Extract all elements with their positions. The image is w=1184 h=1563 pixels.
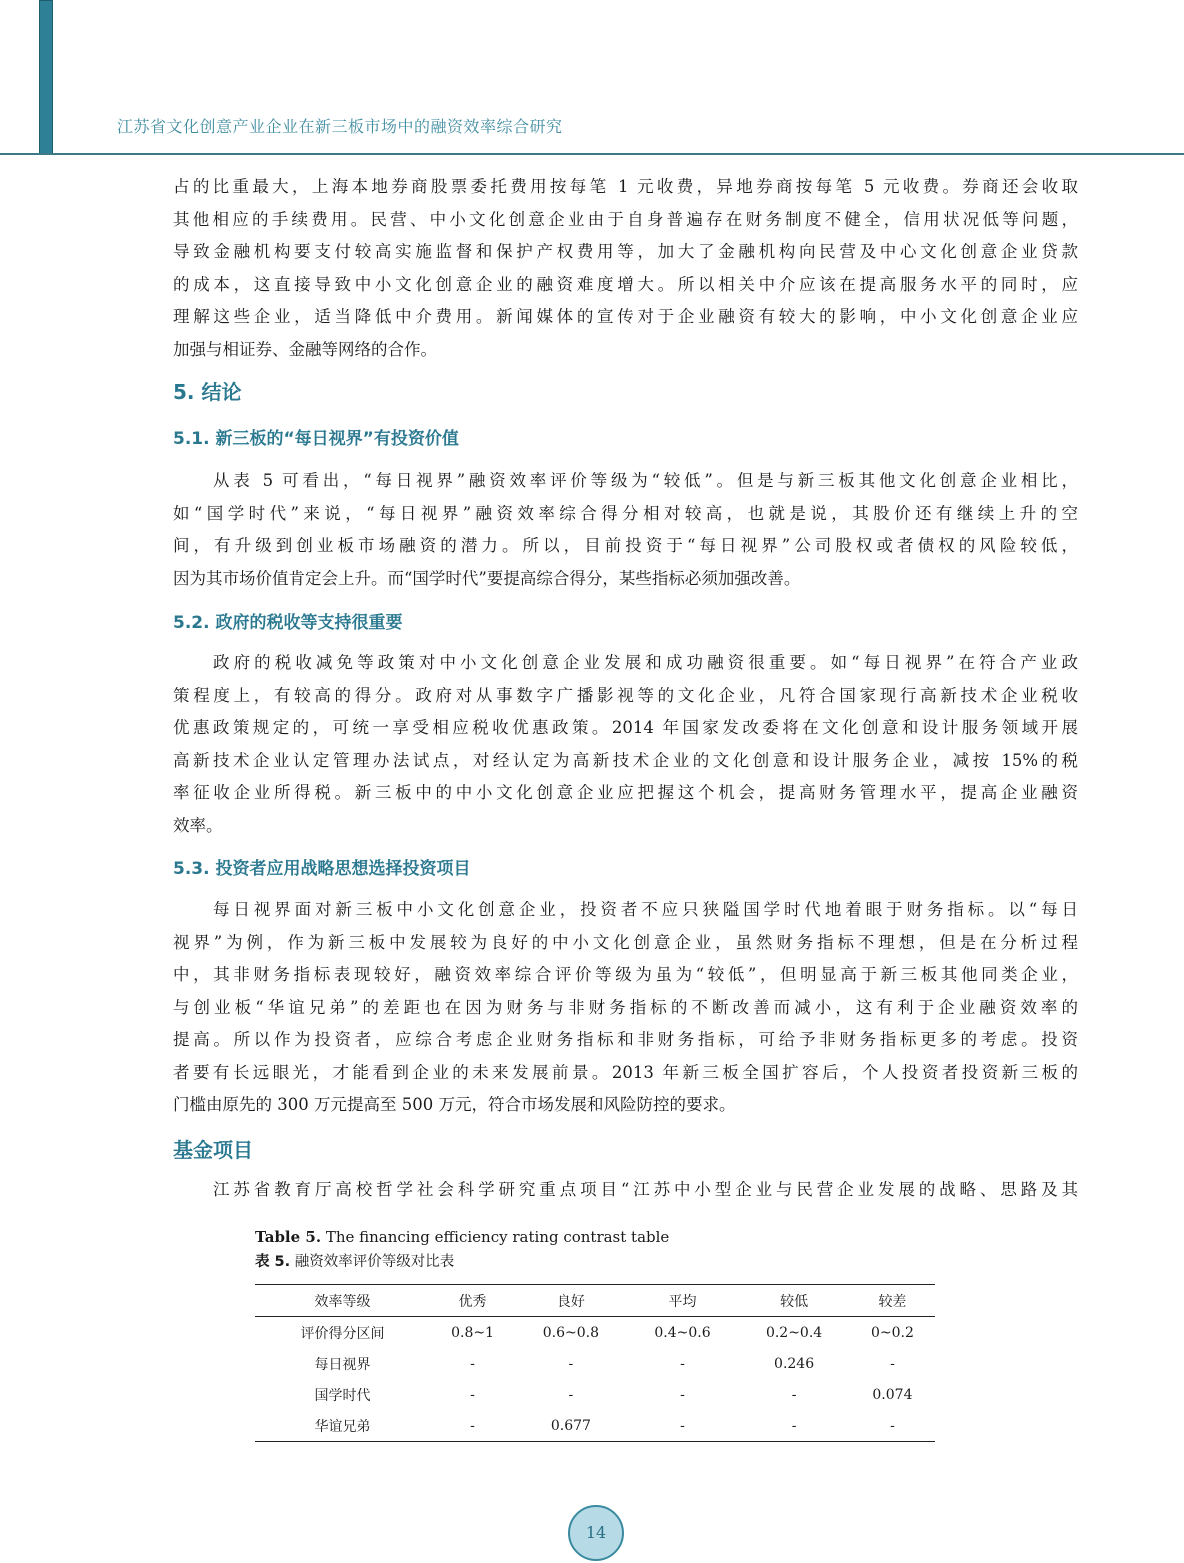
text-line: 江苏省教育厅高校哲学社会科学研究重点项目“江苏中小型企业与民营企业发展的战略、思路及其 bbox=[213, 1180, 1078, 1199]
table-cell: - bbox=[680, 1417, 685, 1434]
intro-paragraph bbox=[173, 171, 1078, 366]
text-line: 从表 5 可看出，“每日视界”融资效率评价等级为“较低”。但是与新三板其他文化创意企业相比， bbox=[213, 471, 1078, 490]
text-line: 优惠政策规定的，可统一享受相应税收优惠政策。2014 年国家发改委将在文化创意和设计服务领域开展 bbox=[173, 718, 1078, 737]
text-line: 占的比重最大，上海本地券商股票委托费用按每笔 1 元收费，异地券商按每笔 5 元收费。券商还会收取 bbox=[173, 177, 1078, 196]
table-cell: - bbox=[791, 1417, 797, 1434]
running-title: 江苏省文化创意产业企业在新三板市场中的融资效率综合研究 bbox=[117, 117, 563, 136]
header-accent-bar bbox=[39, 0, 53, 154]
table-row bbox=[255, 1410, 935, 1442]
column-header: 效率等级 bbox=[314, 1293, 371, 1310]
text-line: 其他相应的手续费用。民营、中小文化创意企业由于自身普遍存在财务制度不健全，信用状况低等问题， bbox=[173, 209, 1078, 229]
table-caption-zh bbox=[255, 1250, 454, 1271]
table-row bbox=[255, 1348, 935, 1379]
rating-contrast-table bbox=[255, 1284, 935, 1442]
text-line: 率征收企业所得税。新三板中的中小文化创意企业应把握这个机会，提高财务管理水平，提高企业融资 bbox=[173, 783, 1078, 802]
text-line: 中，其非财务指标表现较好，融资效率综合评价等级为虽为“较低”，但明显高于新三板其他同类企业， bbox=[173, 965, 1078, 984]
paragraph-5-3 bbox=[173, 894, 1078, 1122]
text-line: 因为其市场价值肯定会上升。而“国学时代”要提高综合得分，某些指标必须加强改善。 bbox=[173, 568, 801, 588]
text-line: 每日视界面对新三板中小文化创意企业，投资者不应只狭隘国学时代地着眼于财务指标。以“每日 bbox=[213, 900, 1078, 919]
table-label-en: Table 5. bbox=[255, 1228, 322, 1246]
table-cell: 0~0.2 bbox=[870, 1324, 914, 1341]
text-line: 导致金融机构要支付较高实施监督和保护产权费用等，加大了金融机构向民营及中心文化创意企业贷款 bbox=[173, 242, 1078, 261]
text-line: 视界”为例，作为新三板中发展较为良好的中小文化创意企业，虽然财务指标不理想，但是在分析过程 bbox=[173, 932, 1078, 952]
text-line: 高新技术企业认定管理办法试点，对经认定为高新技术企业的文化创意和设计服务企业，减按 15%的税 bbox=[173, 750, 1078, 770]
funding-heading: 基金项目 bbox=[173, 1138, 253, 1162]
row-label: 评价得分区间 bbox=[300, 1325, 385, 1342]
text-line: 门槛由原先的 300 万元提高至 500 万元，符合市场发展和风险防控的要求。 bbox=[173, 1095, 736, 1114]
table-label-zh: 表 5. bbox=[255, 1254, 291, 1270]
section-heading-5: 5. 结论 bbox=[173, 380, 242, 404]
table-cell: 0.677 bbox=[550, 1417, 591, 1434]
table-cell: - bbox=[680, 1386, 685, 1403]
table-cell: - bbox=[470, 1386, 475, 1403]
header-divider bbox=[0, 153, 1184, 155]
table-row bbox=[255, 1317, 935, 1349]
table-cell: 0.6~0.8 bbox=[542, 1324, 600, 1341]
caption-text-en: The financing efficiency rating contrast table bbox=[321, 1228, 670, 1246]
text-line: 间，有升级到创业板市场融资的潜力。所以，目前投资于“每日视界”公司股权或者债权的风险较低， bbox=[173, 536, 1078, 555]
table-cell: 0.074 bbox=[872, 1386, 913, 1403]
table-row bbox=[255, 1379, 935, 1410]
table-cell: - bbox=[568, 1355, 574, 1372]
text-line: 加强与相证券、金融等网络的合作。 bbox=[173, 339, 437, 359]
column-header: 平均 bbox=[668, 1293, 697, 1310]
text-line: 者要有长远眼光，才能看到企业的未来发展前景。2013 年新三板全国扩容后，个人投资者投资新三板的 bbox=[173, 1062, 1078, 1082]
table-cell: - bbox=[470, 1355, 475, 1372]
table-cell: - bbox=[890, 1355, 895, 1372]
table-cell: 0.8~1 bbox=[451, 1324, 494, 1341]
section-heading-5-3: 5.3. 投资者应用战略思想选择投资项目 bbox=[173, 859, 471, 879]
funding-paragraph bbox=[173, 1174, 1078, 1207]
column-header: 良好 bbox=[556, 1293, 585, 1310]
text-line: 与创业板“华谊兄弟”的差距也在因为财务与非财务指标的不断改善而减小，这有利于企业融资效率的 bbox=[173, 997, 1078, 1017]
text-line: 策程度上，有较高的得分。政府对从事数字广播影视等的文化企业，凡符合国家现行高新技术企业税收 bbox=[173, 685, 1078, 705]
table-cell: 0.2~0.4 bbox=[765, 1324, 823, 1341]
table-cell: 0.246 bbox=[774, 1355, 815, 1372]
row-label: 华谊兄弟 bbox=[314, 1418, 371, 1435]
text-line: 提高。所以作为投资者，应综合考虑企业财务指标和非财务指标，可给予非财务指标更多的考虑。投资 bbox=[173, 1030, 1078, 1049]
text-line: 的成本，这直接导致中小文化创意企业的融资难度增大。所以相关中介应该在提高服务水平的同时，应 bbox=[173, 274, 1078, 294]
table-cell: - bbox=[680, 1355, 685, 1372]
table-cell: - bbox=[568, 1386, 574, 1403]
column-header: 优秀 bbox=[458, 1293, 487, 1310]
paragraph-5-1 bbox=[173, 465, 1078, 595]
text-line: 政府的税收减免等政策对中小文化创意企业发展和成功融资很重要。如“每日视界”在符合产业政 bbox=[213, 653, 1078, 672]
table-cell: 0.4~0.6 bbox=[654, 1324, 711, 1341]
page-number: 14 bbox=[568, 1505, 624, 1561]
row-label: 每日视界 bbox=[314, 1356, 371, 1373]
table-cell: - bbox=[791, 1386, 797, 1403]
column-header: 较低 bbox=[780, 1293, 809, 1310]
table-cell: - bbox=[470, 1417, 475, 1434]
section-heading-5-2: 5.2. 政府的税收等支持很重要 bbox=[173, 613, 403, 633]
text-line: 理解这些企业，适当降低中介费用。新闻媒体的宣传对于企业融资有较大的影响，中小文化创意企业应 bbox=[173, 307, 1078, 326]
section-heading-5-1: 5.1. 新三板的“每日视界”有投资价值 bbox=[173, 429, 459, 449]
text-line: 效率。 bbox=[173, 815, 223, 835]
table-cell: - bbox=[890, 1417, 895, 1434]
caption-text-zh: 融资效率评价等级对比表 bbox=[290, 1254, 455, 1270]
table-caption-en bbox=[255, 1228, 669, 1246]
paragraph-5-2 bbox=[173, 647, 1078, 842]
row-label: 国学时代 bbox=[314, 1387, 371, 1404]
table-header-row bbox=[255, 1285, 935, 1317]
text-line: 如“国学时代”来说，“每日视界”融资效率综合得分相对较高，也就是说，其股价还有继续上升的空 bbox=[173, 503, 1078, 523]
column-header: 较差 bbox=[878, 1293, 907, 1310]
